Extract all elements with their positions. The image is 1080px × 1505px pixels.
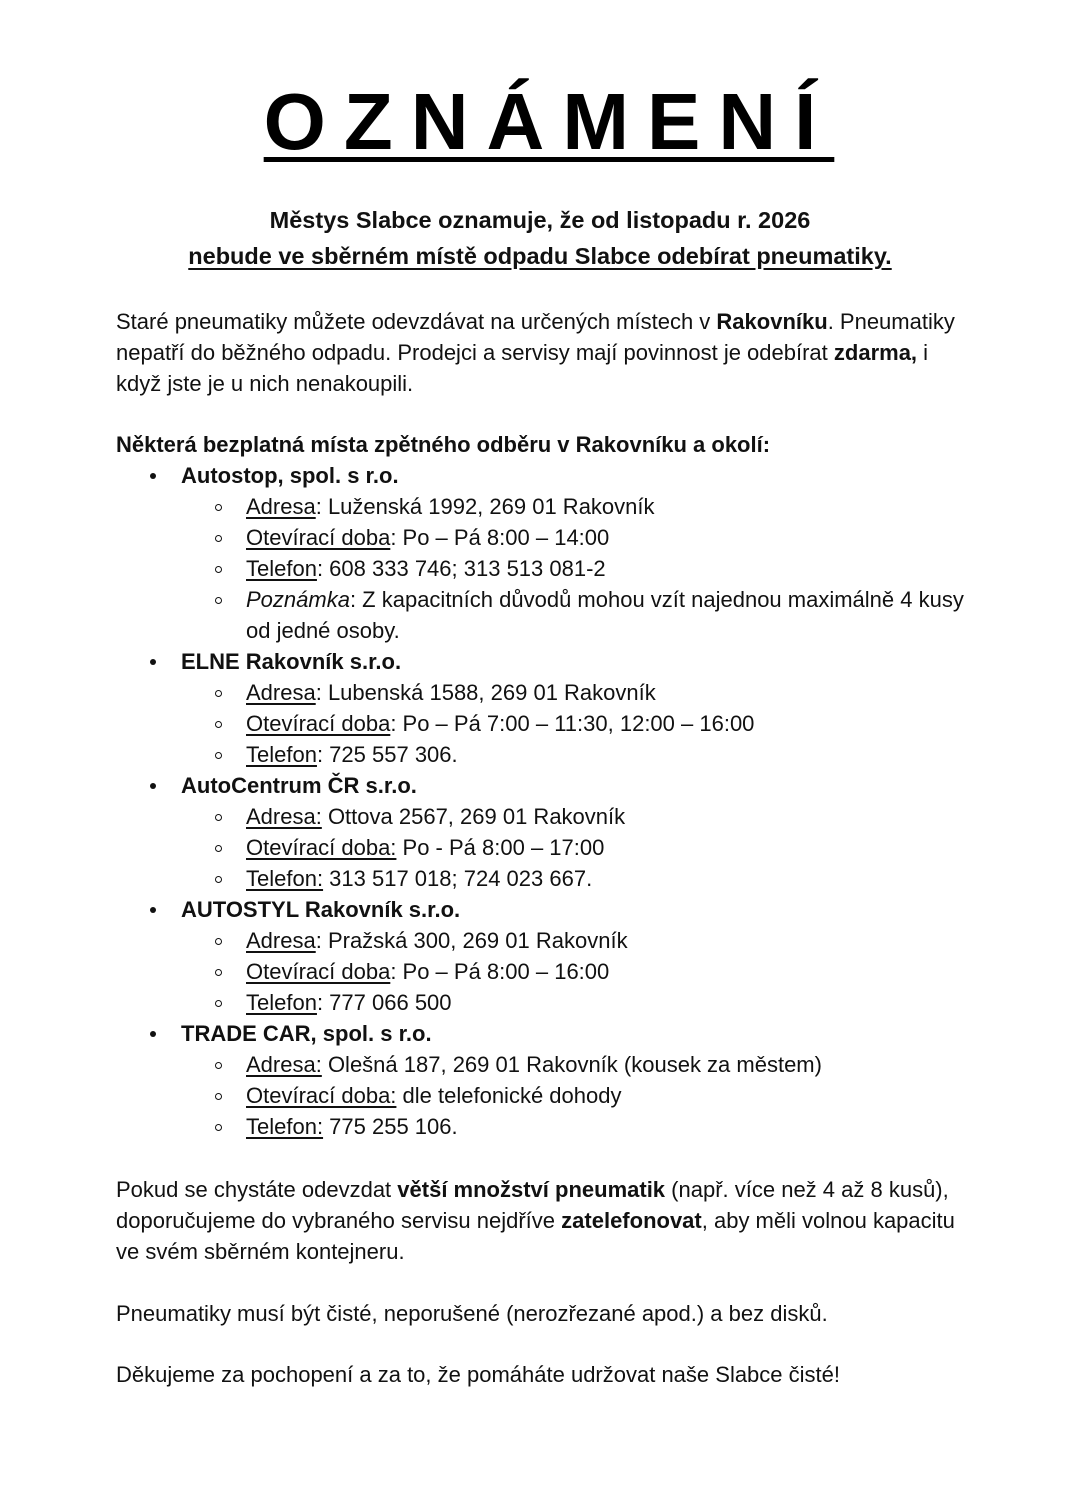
circle-bullet-icon [215, 1093, 222, 1100]
detail-label: Adresa [246, 494, 316, 519]
detail-label: Adresa: [246, 1052, 322, 1077]
shop-name: ELNE Rakovník s.r.o. [116, 646, 976, 677]
paragraph-thanks: Děkujeme za pochopení a za to, že pomáháte udržovat naše Slabce čisté! [116, 1362, 840, 1387]
shop-detail [116, 1080, 976, 1111]
shop-detail [116, 987, 976, 1018]
circle-bullet-icon [215, 1124, 222, 1131]
detail-label: Poznámka [246, 587, 350, 612]
shop-detail [116, 1049, 976, 1080]
detail-label: Adresa [246, 680, 316, 705]
circle-bullet-icon [215, 597, 222, 604]
shop-detail [116, 491, 976, 522]
detail-label: Otevírací doba [246, 525, 391, 550]
intro [0, 202, 1080, 274]
paragraph-call-ahead: Pokud se chystáte odevzdat větší množství pneumatik (např. více než 4 až 8 kusů), doporučujeme do vybraného servisu nejdříve zatelefonovat, aby měli volnou kapacitu ve svém sběrném kontejneru. [116, 1177, 955, 1264]
circle-bullet-icon [215, 938, 222, 945]
circle-bullet-icon [215, 504, 222, 511]
shop-name: Autostop, spol. s r.o. [116, 460, 976, 491]
detail-label: Telefon [246, 990, 317, 1015]
detail-value: dle telefonické dohody [396, 1083, 622, 1108]
detail-value: Po - Pá 8:00 – 17:00 [396, 835, 605, 860]
shop-detail [116, 863, 976, 894]
shop-name: AutoCentrum ČR s.r.o. [116, 770, 976, 801]
shop-detail [116, 677, 976, 708]
detail-value: : Po – Pá 7:00 – 11:30, 12:00 – 16:00 [390, 711, 755, 736]
circle-bullet-icon [215, 535, 222, 542]
shop-name: TRADE CAR, spol. s r.o. [116, 1018, 976, 1049]
circle-bullet-icon [215, 814, 222, 821]
detail-value: : Pražská 300, 269 01 Rakovník [315, 928, 628, 953]
circle-bullet-icon [215, 1000, 222, 1007]
shop-detail [116, 801, 976, 832]
shop-name: AUTOSTYL Rakovník s.r.o. [116, 894, 976, 925]
shop-detail [116, 708, 976, 739]
detail-value: : Po – Pá 8:00 – 14:00 [390, 525, 610, 550]
detail-label: Adresa: [246, 804, 322, 829]
shop-detail [116, 739, 976, 770]
detail-value: : 777 066 500 [316, 990, 452, 1015]
detail-label: Adresa [246, 928, 316, 953]
shop-detail [116, 553, 976, 584]
intro-line-2: nebude ve sběrném místě odpadu Slabce odebírat pneumatiky. [188, 243, 892, 269]
detail-value: 313 517 018; 724 023 667. [323, 866, 593, 891]
paragraph-rakovnik: Staré pneumatiky můžete odevzdávat na určených místech v Rakovníku. Pneumatiky nepatří do běžného odpadu. Prodejci a servisy mají povinnost je odebírat zdarma, i když jste je u nich nenakoupili. [116, 309, 955, 396]
circle-bullet-icon [215, 969, 222, 976]
detail-value: : Lubenská 1588, 269 01 Rakovník [315, 680, 656, 705]
shop-detail [116, 956, 976, 987]
shop-detail [116, 925, 976, 956]
detail-label: Otevírací doba: [246, 1083, 397, 1108]
detail-value: : 725 557 306. [316, 742, 458, 767]
detail-label: Otevírací doba [246, 711, 391, 736]
shop-detail [116, 832, 976, 863]
circle-bullet-icon [215, 566, 222, 573]
circle-bullet-icon [215, 1062, 222, 1069]
detail-label: Telefon [246, 742, 317, 767]
circle-bullet-icon [215, 845, 222, 852]
detail-value: : Luženská 1992, 269 01 Rakovník [315, 494, 655, 519]
detail-label: Otevírací doba [246, 959, 391, 984]
detail-value: Olešná 187, 269 01 Rakovník (kousek za městem) [321, 1052, 822, 1077]
detail-label: Telefon: [246, 1114, 324, 1139]
circle-bullet-icon [215, 721, 222, 728]
shop-detail [116, 584, 976, 646]
circle-bullet-icon [215, 690, 222, 697]
detail-label: Telefon [246, 556, 317, 581]
paragraph-condition: Pneumatiky musí být čisté, neporušené (nerozřezané apod.) a bez disků. [116, 1301, 828, 1326]
detail-label: Otevírací doba: [246, 835, 397, 860]
intro-line-1: Městys Slabce oznamuje, že od listopadu r. 2026 [269, 207, 811, 233]
circle-bullet-icon [215, 876, 222, 883]
places-heading: Některá bezplatná místa zpětného odběru v Rakovníku a okolí: [116, 432, 771, 457]
page-title: OZNÁMENÍ [263, 77, 835, 166]
detail-value: 775 255 106. [323, 1114, 458, 1139]
detail-label: Telefon: [246, 866, 324, 891]
shop-detail [116, 522, 976, 553]
shop-detail [116, 1111, 976, 1142]
detail-value: Ottova 2567, 269 01 Rakovník [321, 804, 626, 829]
circle-bullet-icon [215, 752, 222, 759]
detail-value: : 608 333 746; 313 513 081-2 [316, 556, 606, 581]
detail-value: : Po – Pá 8:00 – 16:00 [390, 959, 610, 984]
detail-value: : Z kapacitních důvodů mohou vzít najednou maximálně 4 kusy od jedné osoby. [246, 587, 964, 643]
shop-list [116, 460, 976, 1142]
